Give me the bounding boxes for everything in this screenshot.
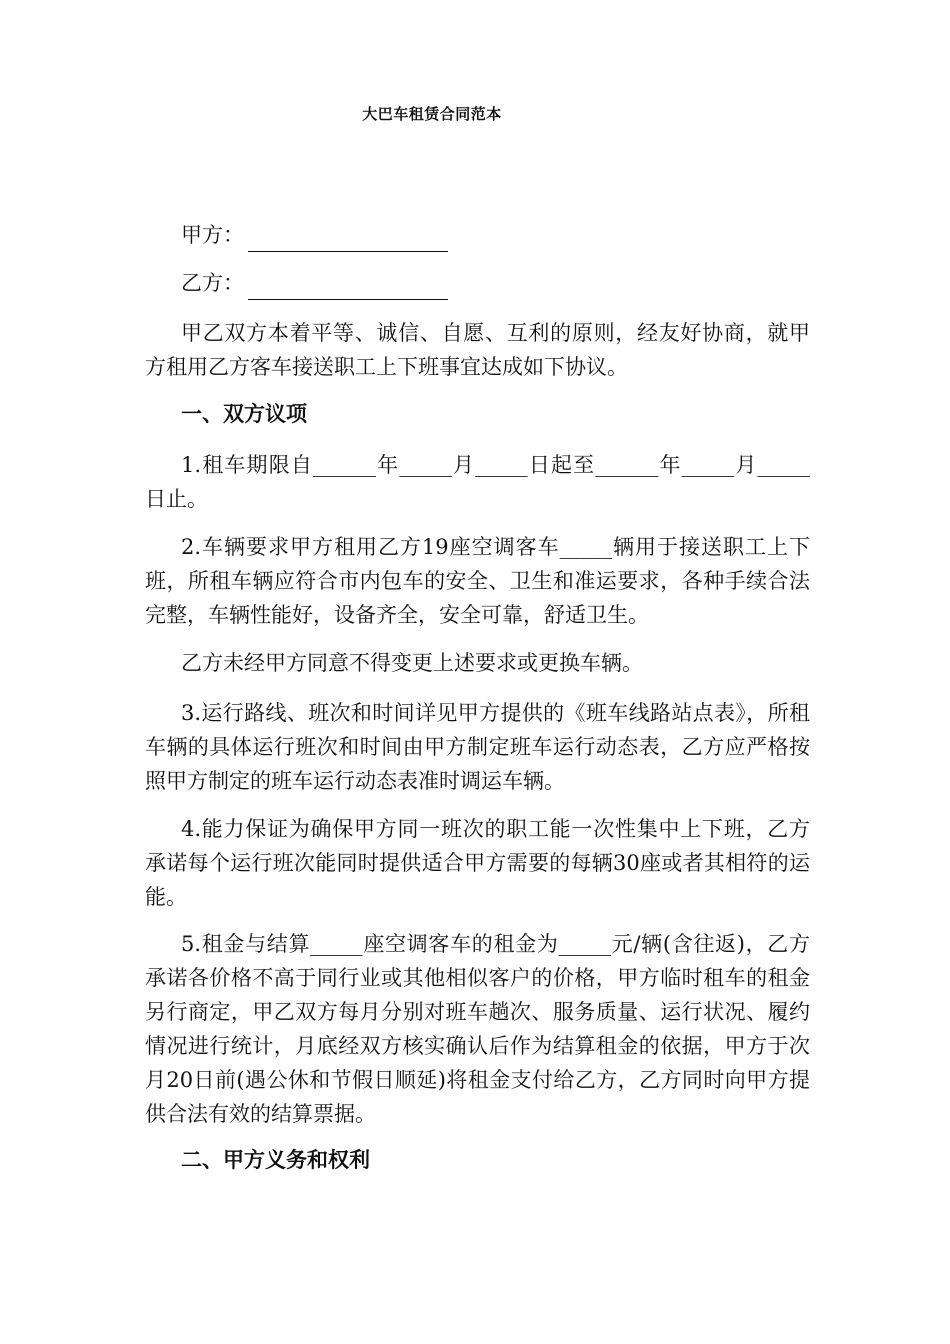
item2-paragraph xyxy=(145,530,810,632)
item5-text: 5.租金与结算_____座空调客车的租金为_____元/辆(含往返)，乙方承诺各价格不高于同行业或其他相似客户的价格，甲方临时租车的租金另行商定，甲乙双方每月分别对班车趟次、服务质量、运行状况、履约情况进行统计，月底经双方核实确认后作为结算租金的依据，甲方于次月20日前(遇公休和节假日顺延)将租金支付给乙方，乙方同时向甲方提供合法有效的结算票据。 xyxy=(145,932,810,1126)
section1-heading-block xyxy=(145,397,810,431)
section1-heading: 一、双方议项 xyxy=(181,402,307,426)
item4-paragraph xyxy=(145,812,810,914)
item5-paragraph xyxy=(145,927,810,1131)
item2-text: 2.车辆要求甲方租用乙方19座空调客车_____辆用于接送职工上下班，所租车辆应符合市内包车的安全、卫生和准运要求，各种手续合法完整，车辆性能好，设备齐全，安全可靠，舒适卫生。 xyxy=(145,535,810,627)
item2-note-paragraph xyxy=(145,646,810,680)
item1-text: 1.租车期限自______年_____月_____日起至______年_____月_____日止。 xyxy=(145,453,810,511)
item2-note-text: 乙方未经甲方同意不得变更上述要求或更换车辆。 xyxy=(181,651,643,675)
item3-paragraph xyxy=(145,696,810,798)
section2-heading: 二、甲方义务和权利 xyxy=(181,1148,370,1172)
party-b-label: 乙方： xyxy=(181,271,244,295)
party-b-blank xyxy=(248,279,448,300)
item3-text: 3.运行路线、班次和时间详见甲方提供的《班车线路站点表》，所租车辆的具体运行班次和时间由甲方制定班车运行动态表，乙方应严格按照甲方制定的班车运行动态表准时调运车辆。 xyxy=(145,701,810,793)
party-a-line xyxy=(145,218,810,252)
party-a-blank xyxy=(248,231,448,252)
section2-heading-block xyxy=(145,1143,810,1177)
item1-paragraph xyxy=(145,448,810,516)
party-b-line xyxy=(145,266,810,300)
document-title: 大巴车租赁合同范本 xyxy=(362,105,502,123)
party-a-label: 甲方： xyxy=(181,223,244,247)
intro-text: 甲乙双方本着平等、诚信、自愿、互利的原则，经友好协商，就甲方租用乙方客车接送职工上下班事宜达成如下协议。 xyxy=(145,321,810,379)
item4-text: 4.能力保证为确保甲方同一班次的职工能一次性集中上下班，乙方承诺每个运行班次能同时提供适合甲方需要的每辆30座或者其相符的运能。 xyxy=(145,817,810,909)
intro-paragraph xyxy=(145,316,810,384)
